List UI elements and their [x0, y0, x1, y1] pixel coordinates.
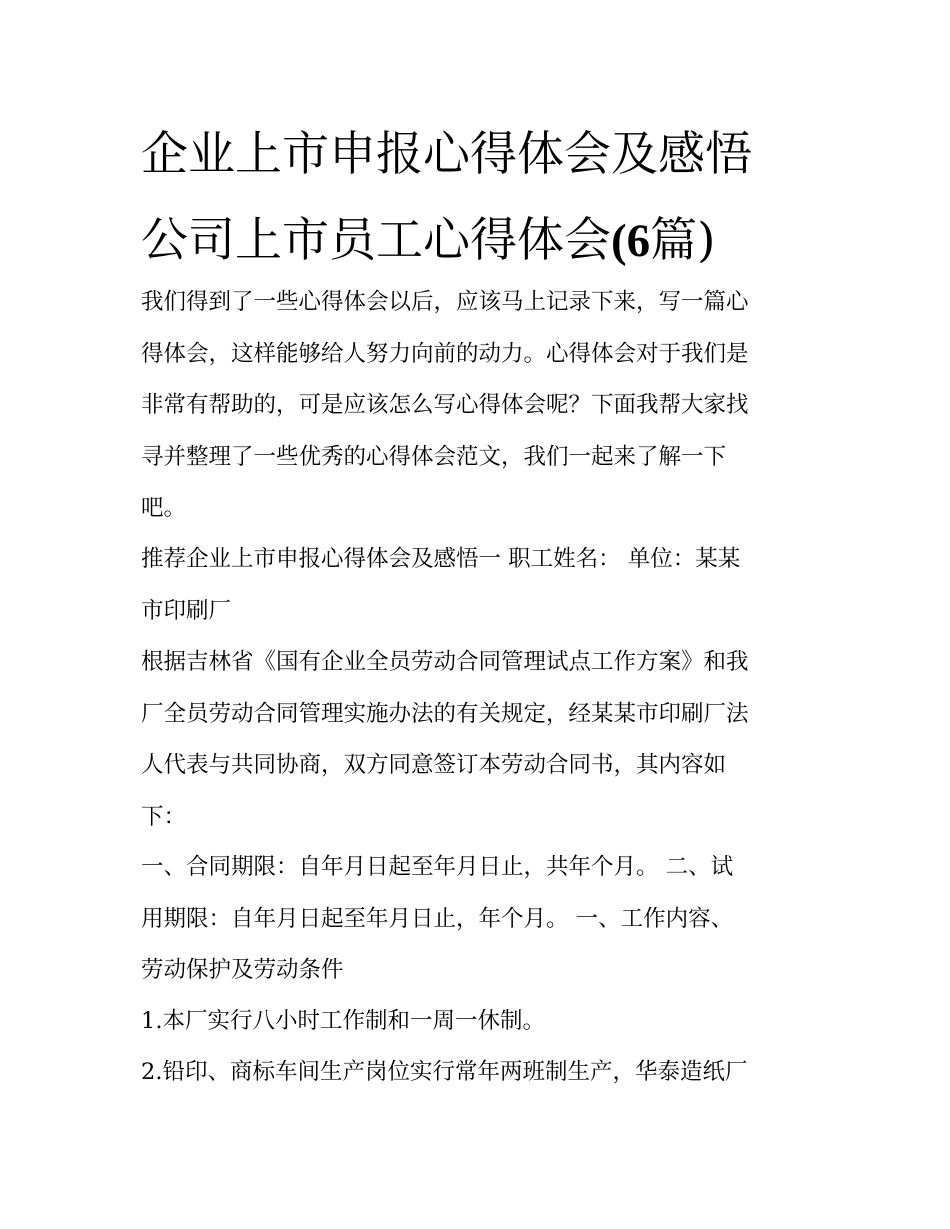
paragraph-recommend [141, 534, 821, 637]
paragraph-line: 2.铅印、商标车间生产岗位实行常年两班制生产，华泰造纸厂 [141, 1059, 748, 1085]
paragraph-line: 下： [141, 803, 187, 830]
title-line-2 [141, 198, 841, 284]
paragraph-item-2 [141, 1047, 821, 1099]
paragraph-line: 寻并整理了一些优秀的心得体会范文，我们一起来了解一下 [141, 443, 727, 470]
paragraph-line: 根据吉林省《国有企业全员劳动合同管理试点工作方案》和我 [141, 649, 749, 675]
paragraph-line: 厂全员劳动合同管理实施办法的有关规定，经某某市印刷厂法 [141, 700, 749, 727]
title-line-2-count: (6 [611, 215, 651, 267]
document-title [141, 112, 841, 284]
paragraph-line: 人代表与共同协商，双方同意签订本劳动合同书，其内容如 [141, 752, 727, 778]
paragraph-line: 用期限：自年月日起至年月日止，年个月。 一、工作内容、 [141, 905, 734, 932]
paragraph-line: 吧。 [141, 495, 187, 521]
paragraph-intro [141, 277, 821, 535]
paragraph-line: 1.本厂实行八小时工作制和一周一休制。 [141, 1008, 545, 1034]
paragraph-line: 劳动保护及劳动条件 [141, 957, 344, 983]
paragraph-line: 一、合同期限：自年月日起至年月日止，共年个月。 二、试 [141, 854, 734, 880]
paragraph-line: 市印刷厂 [141, 597, 232, 624]
title-line-1: 企业上市申报心得体会及感悟 [141, 127, 752, 182]
paragraph-line: 非常有帮助的，可是应该怎么写心得体会呢？下面我帮大家找 [141, 392, 749, 418]
paragraph-line: 推荐企业上市申报心得体会及感悟一 职工姓名： 单位：某某 [141, 546, 741, 572]
paragraph-contract-term [141, 842, 821, 997]
paragraph-contract-basis [141, 637, 821, 843]
title-line-2-text: 公司上市员工心得体会 [141, 213, 611, 268]
paragraph-line: 得体会，这样能够给人努力向前的动力。心得体会对于我们是 [141, 340, 749, 367]
title-line-2-tail: 篇) [650, 213, 716, 268]
paragraph-line: 我们得到了一些心得体会以后，应该马上记录下来，写一篇心 [141, 289, 749, 315]
paragraph-item-1 [141, 996, 821, 1048]
